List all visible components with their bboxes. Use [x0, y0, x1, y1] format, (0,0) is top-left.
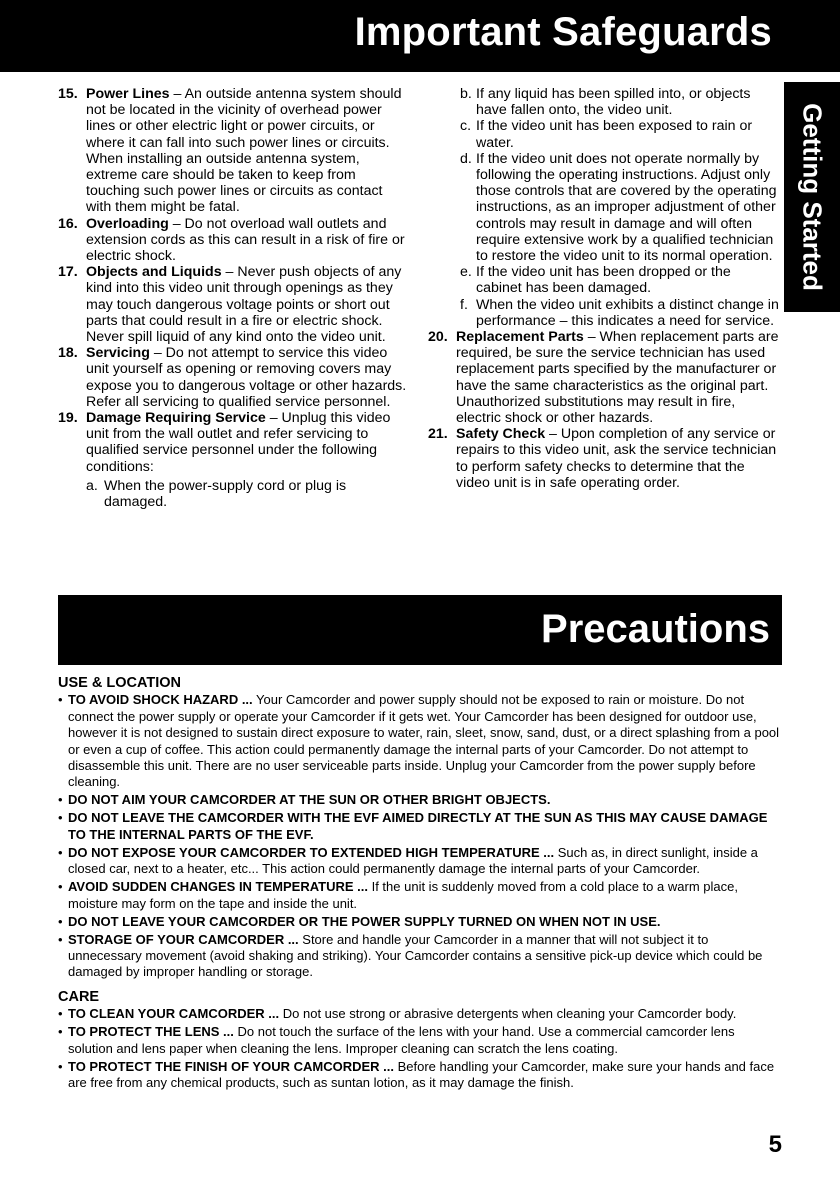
bullet-text: Such as, in direct sunlight, inside a closed car, next to a heater, etc... This action could permanently damage the internal parts of your Camcorder. — [68, 844, 758, 877]
item-text: – When replacement parts are required, be sure the service technician has used replacement parts specified by the manufacturer or have the same characteristics as the original part. Unauthorized substitutions may result in fire, electric shock or other hazards. — [456, 329, 779, 427]
item-heading: Damage Requiring Service — [86, 410, 266, 427]
bullet-dot: • — [58, 1024, 63, 1040]
bullet-dot: • — [58, 844, 63, 860]
precautions-title: Precautions — [541, 607, 770, 651]
bullet-dot: • — [58, 810, 63, 826]
bullet-text: Before handling your Camcorder, make sure your hands and face are free from any chemical products, such as suntan lotion, as it may damage the finish. — [68, 1058, 775, 1091]
item-number: 16. — [58, 215, 78, 232]
item-number: 17. — [58, 264, 78, 281]
section-tab — [784, 82, 840, 312]
subitem-letter: d. — [460, 150, 472, 167]
precaution-bullet — [58, 932, 780, 981]
precaution-bullet — [58, 1059, 780, 1092]
item-heading: Servicing — [86, 345, 150, 362]
safeguard-subitem — [428, 151, 780, 264]
safeguard-item — [58, 216, 410, 265]
bullet-lead: DO NOT AIM YOUR CAMCORDER AT THE SUN OR OTHER BRIGHT OBJECTS. — [68, 792, 551, 808]
item-text: – Upon completion of any service or repairs to this video unit, ask the service technician to perform safety checks to determine that the video unit is in safe operating order. — [456, 426, 777, 491]
bullet-lead: TO PROTECT THE FINISH OF YOUR CAMCORDER ... — [68, 1058, 394, 1074]
safeguards-left-column — [58, 86, 410, 510]
subitem-text: If the video unit has been dropped or the cabinet has been damaged. — [476, 264, 731, 297]
subitem-letter: a. — [86, 477, 98, 494]
bullet-dot: • — [58, 1006, 63, 1022]
bullet-lead: TO AVOID SHOCK HAZARD ... — [68, 692, 253, 708]
bullet-text: If the unit is suddenly moved from a cold place to a warm place, moisture may form on the tape and inside the unit. — [68, 879, 738, 911]
bullet-lead: TO PROTECT THE LENS ... — [68, 1024, 234, 1040]
precaution-bullet — [58, 1024, 780, 1057]
bullet-text: Do not use strong or abrasive detergents when cleaning your Camcorder body. — [279, 1006, 737, 1022]
subitem-text: If any liquid has been spilled into, or objects have fallen onto, the video unit. — [476, 86, 751, 119]
bullet-dot: • — [58, 1058, 63, 1074]
precaution-bullet — [58, 914, 780, 930]
bullet-lead: STORAGE OF YOUR CAMCORDER ... — [68, 931, 299, 947]
item-heading: Power Lines — [86, 86, 170, 102]
item-text: – An outside antenna system should not be located in the vicinity of overhead power lines or other electric light or power circuits, or where it can fall into such power lines or circuits. When installing an outside antenna system, extreme care should be taken to keep from touching such power lines or circuits as contact with them might be fatal. — [86, 86, 402, 216]
bullet-lead: AVOID SUDDEN CHANGES IN TEMPERATURE ... — [68, 879, 368, 895]
bullet-text: Do not touch the surface of the lens with your hand. Use a commercial camcorder lens solution and lens paper when cleaning the lens. Improper cleaning can scratch the lens coating. — [68, 1024, 735, 1056]
safeguard-item — [58, 264, 410, 345]
safeguards-right-column — [428, 86, 780, 491]
item-heading: Objects and Liquids — [86, 264, 222, 281]
subitem-letter: b. — [460, 86, 472, 102]
precautions-body — [58, 675, 780, 1093]
safeguard-subitem — [428, 264, 780, 296]
safeguard-item — [428, 329, 780, 426]
subitem-letter: c. — [460, 118, 472, 135]
care-heading: CARE — [58, 988, 100, 1005]
item-number: 18. — [58, 345, 78, 362]
item-heading: Safety Check — [456, 426, 546, 443]
item-number: 21. — [428, 426, 448, 443]
bullet-lead: DO NOT LEAVE YOUR CAMCORDER OR THE POWER SUPPLY TURNED ON WHEN NOT IN USE. — [68, 913, 661, 929]
subitem-text: When the video unit exhibits a distinct change in performance – this indicates a need for service. — [476, 296, 779, 329]
header-banner — [0, 0, 840, 72]
safeguard-item — [58, 410, 410, 475]
item-text: – Do not attempt to service this video unit yourself as opening or removing covers may expose you to dangerous voltage or other hazards. Refer all servicing to qualified service personnel. — [86, 345, 407, 410]
bullet-lead: DO NOT EXPOSE YOUR CAMCORDER TO EXTENDED HIGH TEMPERATURE ... — [68, 844, 555, 860]
subitem-text: When the power-supply cord or plug is damaged. — [104, 477, 347, 511]
bullet-lead: DO NOT LEAVE THE CAMCORDER WITH THE EVF AIMED DIRECTLY AT THE SUN AS THIS MAY CAUSE DAMAGE TO THE INTERNAL PARTS OF THE EVF. — [68, 810, 768, 842]
bullet-dot: • — [58, 931, 63, 947]
safeguard-subitem — [428, 297, 780, 329]
item-number: 19. — [58, 410, 78, 427]
precaution-bullet — [58, 845, 780, 878]
item-number: 15. — [58, 86, 78, 102]
item-heading: Overloading — [86, 215, 169, 232]
item-text: – Unplug this video unit from the wall outlet and refer servicing to qualified service personnel under the following conditions: — [86, 410, 391, 475]
precaution-bullet — [58, 692, 780, 790]
bullet-dot: • — [58, 692, 63, 708]
bullet-dot: • — [58, 792, 63, 808]
bullet-dot: • — [58, 913, 63, 929]
bullet-text: Your Camcorder and power supply should not be exposed to rain or moisture. Do not connect the power supply or operate your Camcorder if it gets wet. Your Camcorder has been designed for outdoor use, however it is not designed to sustain direct exposure to water, rain, sleet, snow, sand, dust, or a direct splashing from a pool or even a cup of coffee. This action could permanently damage the internal parts of your Camcorder. Do not attempt to disassemble this unit. There are no user serviceable parts inside. Unplug your Camcorder from the power supply before cleaning. — [68, 692, 780, 790]
subitem-letter: f. — [460, 296, 468, 313]
safeguard-item — [58, 345, 410, 410]
subitem-text: If the video unit has been exposed to rain or water. — [476, 118, 753, 151]
precaution-bullet — [58, 810, 780, 843]
item-heading: Replacement Parts — [456, 329, 584, 346]
bullet-lead: TO CLEAN YOUR CAMCORDER ... — [68, 1006, 280, 1022]
bullet-text: Store and handle your Camcorder in a manner that will not subject it to unnecessary movement (avoid shaking and striking). Your Camcorder contains a sensitive pick-up device which could be damaged by improper handling or storage. — [68, 931, 763, 980]
item-number: 20. — [428, 329, 448, 346]
precaution-bullet — [58, 792, 780, 808]
page-title: Important Safeguards — [354, 10, 772, 54]
safeguard-subitem — [58, 478, 410, 510]
use-location-heading: USE & LOCATION — [58, 675, 181, 691]
precautions-banner — [58, 595, 782, 665]
page-number: 5 — [768, 1131, 782, 1158]
safeguard-item — [428, 426, 780, 491]
safeguard-subitem — [428, 86, 780, 118]
section-tab-label: Getting Started — [797, 103, 828, 291]
safeguard-item — [58, 86, 410, 216]
item-text: – Never push objects of any kind into this video unit through openings as they may touch dangerous voltage points or short out parts that could result in a fire or electric shock. Never spill liquid of any kind onto the video unit. — [86, 264, 402, 346]
subitem-letter: e. — [460, 264, 472, 281]
subitem-text: If the video unit does not operate normally by following the operating instructions. Adjust only those controls that are covered by the operating instructions, as an improper adjustment of other controls may result in damage and will often require extensive work by a qualified technician to restore the video unit to its normal operation. — [476, 150, 777, 265]
safeguard-subitem — [428, 118, 780, 150]
precaution-bullet — [58, 879, 780, 912]
precaution-bullet — [58, 1006, 780, 1022]
bullet-dot: • — [58, 879, 63, 895]
item-text: – Do not overload wall outlets and extension cords as this can result in a risk of fire or electric shock. — [86, 215, 405, 265]
